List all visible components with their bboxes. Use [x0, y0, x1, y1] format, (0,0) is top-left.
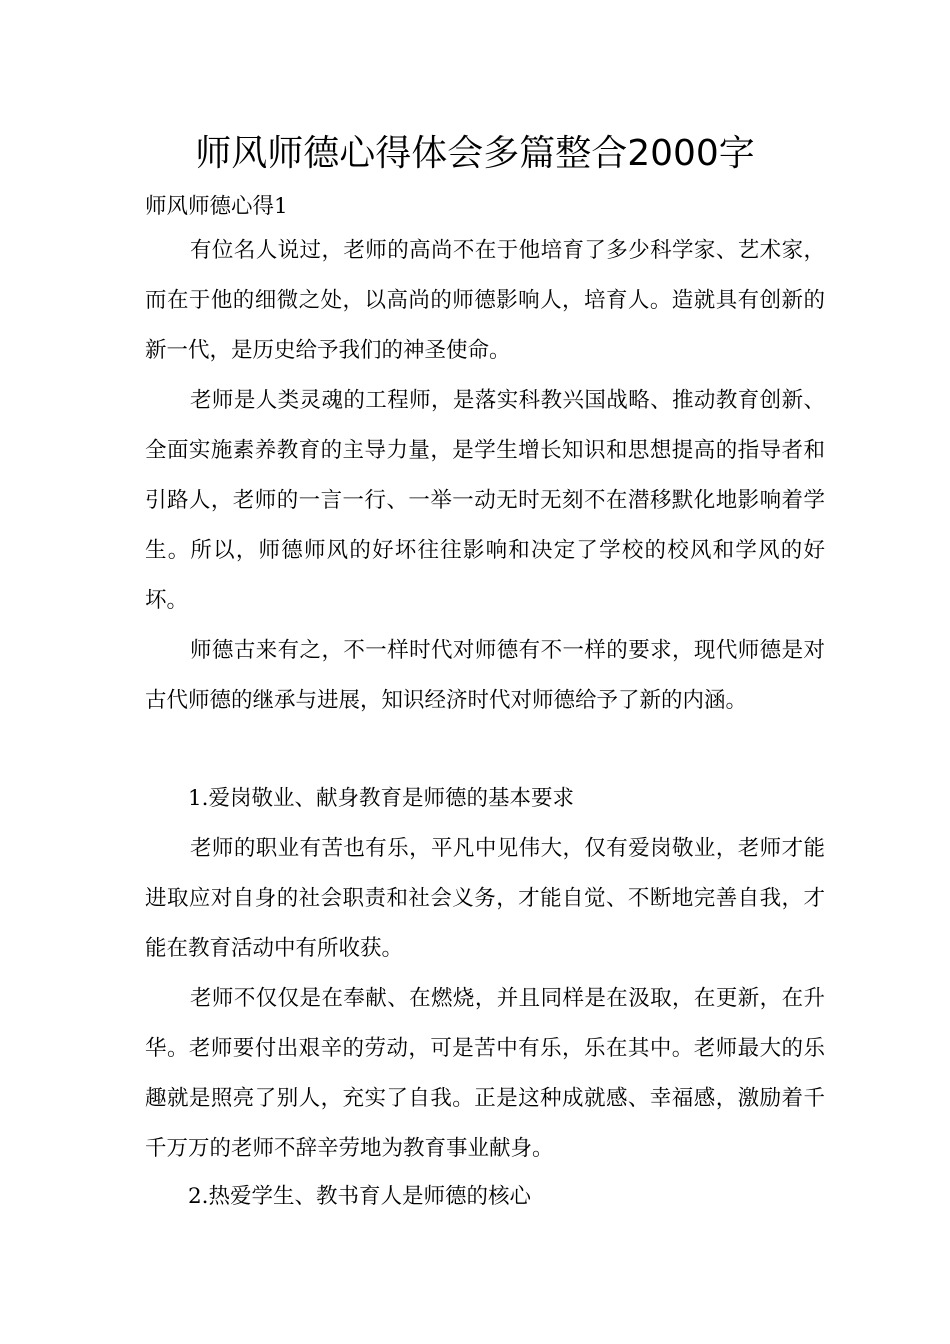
section-1-paragraph-1: 老师的职业有苦也有乐，平凡中见伟大，仅有爱岗敬业，老师才能进取应对自身的社会职责和社会义务，才能自觉、不断地完善自我，才能在教育活动中有所收获。 [145, 836, 825, 961]
section-2-heading: 2.热爱学生、教书育人是师德的核心 [188, 1184, 532, 1209]
paragraph-1: 有位名人说过，老师的高尚不在于他培育了多少科学家、艺术家，而在于他的细微之处，以高尚的师德影响人，培育人。造就具有创新的新一代，是历史给予我们的神圣使命。 [145, 238, 825, 363]
paragraph-3: 师德古来有之，不一样时代对师德有不一样的要求，现代师德是对古代师德的继承与进展，知识经济时代对师德给予了新的内涵。 [145, 638, 825, 713]
paragraph-2: 老师是人类灵魂的工程师，是落实科教兴国战略、推动教育创新、全面实施素养教育的主导力量，是学生增长知识和思想提高的指导者和引路人，老师的一言一行、一举一动无时无刻不在潜移默化地影响着学生。所以，师德师风的好坏往往影响和决定了学校的校风和学风的好坏。 [145, 388, 825, 613]
section-1-heading: 1.爱岗敬业、献身教育是师德的基本要求 [188, 786, 575, 811]
document-title: 师风师德心得体会多篇整合2000字 [195, 133, 755, 174]
document-subtitle: 师风师德心得1 [145, 194, 288, 219]
section-1-paragraph-2: 老师不仅仅是在奉献、在燃烧，并且同样是在汲取，在更新，在升华。老师要付出艰辛的劳动，可是苦中有乐，乐在其中。老师最大的乐趣就是照亮了别人，充实了自我。正是这种成就感、幸福感，激励着千千万万的老师不辞辛劳地为教育事业献身。 [145, 986, 825, 1161]
